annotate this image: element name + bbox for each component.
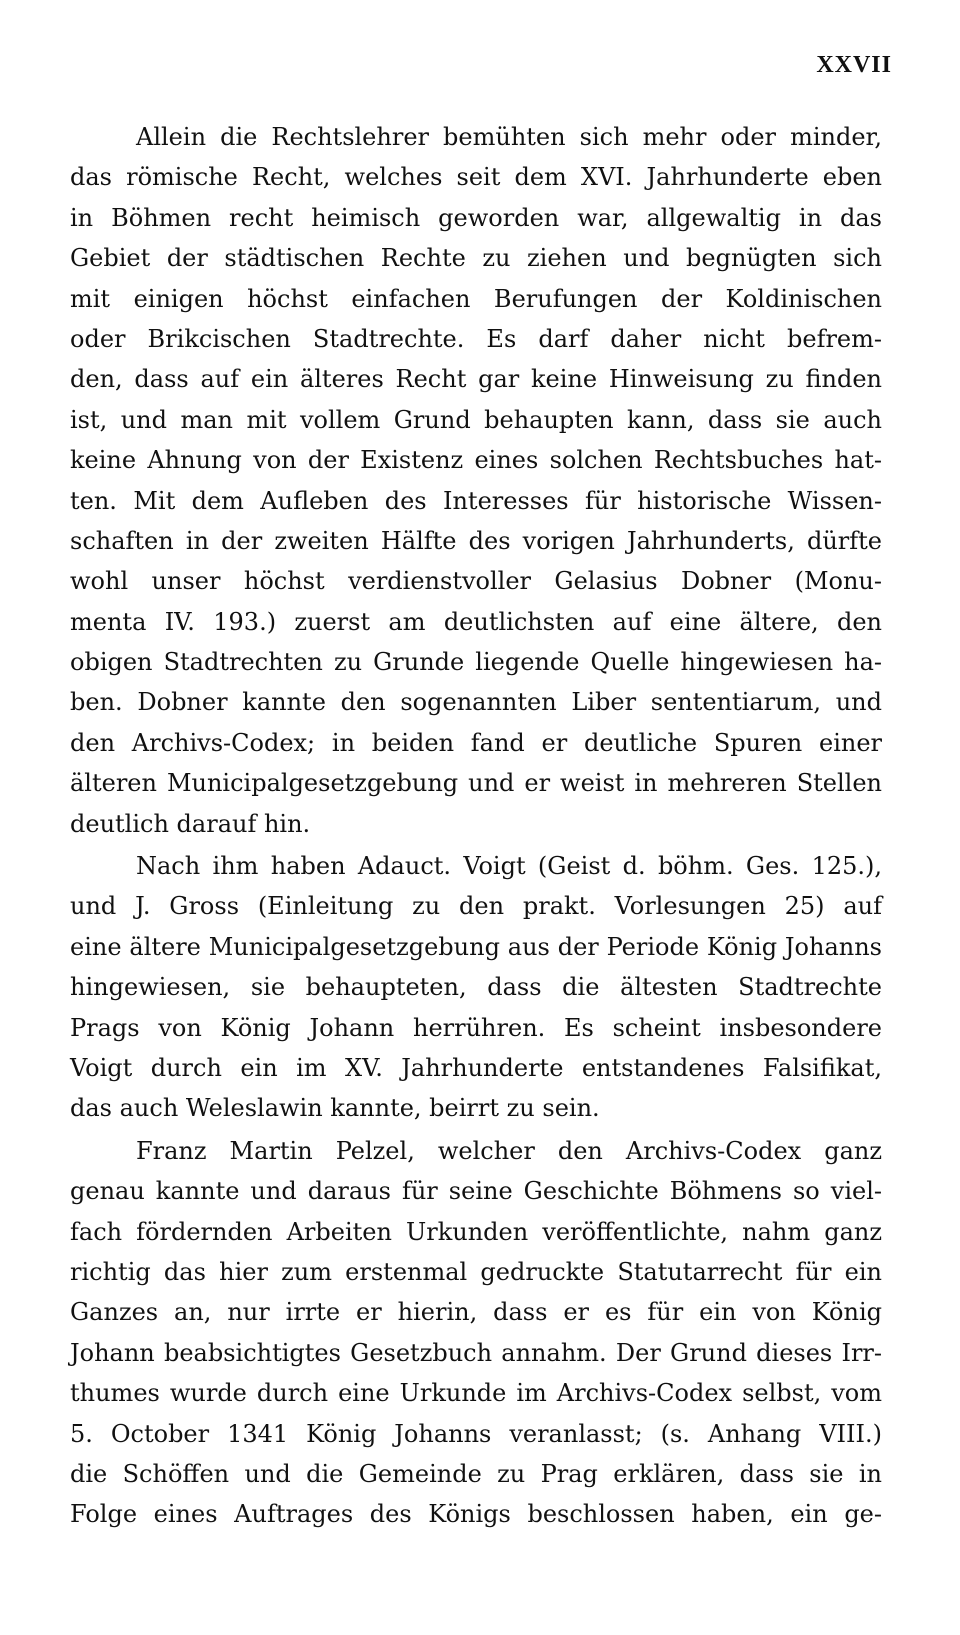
text-line: Allein die Rechtslehrer bemühten sich mehr oder minder, — [136, 123, 882, 151]
text-line: keine Ahnung von der Existenz eines solchen Rechtsbuches hat- — [70, 446, 882, 475]
text-line: hingewiesen, sie behaupteten, dass die ältesten Stadtrechte — [70, 973, 882, 1002]
text-line: menta IV. 193.) zuerst am deutlichsten auf eine ältere, den — [70, 607, 882, 636]
text-line: ten. Mit dem Aufleben des Interesses für historische Wissen- — [70, 486, 882, 515]
text-line: 5. October 1341 König Johanns veranlasst; (s. Anhang VIII.) — [70, 1419, 882, 1448]
text-line: Franz Martin Pelzel, welcher den Archivs-Codex ganz — [136, 1136, 882, 1165]
text-line: deutlich darauf hin. — [70, 809, 311, 838]
paragraph-3 — [70, 1131, 882, 1535]
text-line: Voigt durch ein im XV. Jahrhunderte entstandenes Falsifikat, — [70, 1053, 882, 1082]
text-line: Nach ihm haben Adauct. Voigt (Geist d. böhm. Ges. 125.), — [136, 852, 882, 881]
text-line: ben. Dobner kannte den sogenannten Liber sententiarum, und — [70, 688, 882, 717]
text-line: genau kannte und daraus für seine Geschichte Böhmens so viel- — [70, 1177, 882, 1206]
text-line: in Böhmen recht heimisch geworden war, allgewaltig in das — [70, 203, 882, 232]
text-line: mit einigen höchst einfachen Berufungen der Koldinischen — [70, 284, 882, 313]
text-line: Prags von König Johann herrühren. Es scheint insbesondere — [70, 1013, 882, 1042]
body-text — [70, 117, 882, 1535]
paragraph-2 — [70, 846, 882, 1129]
text-line: Ganzes an, nur irrte er hierin, dass er es für ein von König — [70, 1298, 882, 1327]
text-line: oder Brikcischen Stadtrechte. Es darf daher nicht befrem- — [70, 324, 882, 353]
text-line: den Archivs-Codex; in beiden fand er deutliche Spuren einer — [70, 728, 882, 757]
page-number: XXVII — [816, 52, 892, 78]
text-line: wohl unser höchst verdienstvoller Gelasius Dobner (Monu- — [70, 567, 882, 596]
text-line: älteren Municipalgesetzgebung und er weist in mehreren Stellen — [70, 769, 882, 798]
text-line: das auch Weleslawin kannte, beirrt zu sein. — [70, 1094, 600, 1123]
text-line: Folge eines Auftrages des Königs beschlossen haben, ein ge- — [70, 1500, 882, 1529]
text-line: den, dass auf ein älteres Recht gar keine Hinweisung zu finden — [70, 365, 882, 394]
text-line: thumes wurde durch eine Urkunde im Archivs-Codex selbst, vom — [70, 1379, 882, 1408]
text-line: ist, und man mit vollem Grund behaupten kann, dass sie auch — [70, 405, 882, 434]
text-line: das römische Recht, welches seit dem XVI. Jahrhunderte eben — [70, 163, 882, 192]
text-line: und J. Gross (Einleitung zu den prakt. Vorlesungen 25) auf — [70, 892, 882, 921]
text-line: schaften in der zweiten Hälfte des vorigen Jahrhunderts, dürfte — [70, 526, 882, 555]
text-line: die Schöffen und die Gemeinde zu Prag erklären, dass sie in — [70, 1459, 882, 1488]
text-line: Gebiet der städtischen Rechte zu ziehen und begnügten sich — [70, 244, 882, 273]
paragraph-1 — [70, 117, 882, 844]
text-line: obigen Stadtrechten zu Grunde liegende Quelle hingewiesen ha- — [70, 648, 882, 677]
text-line: Johann beabsichtigtes Gesetzbuch annahm. Der Grund dieses Irr- — [70, 1338, 882, 1367]
text-line: eine ältere Municipalgesetzgebung aus der Periode König Johanns — [70, 932, 882, 961]
text-line: richtig das hier zum erstenmal gedruckte Statutarrecht für ein — [70, 1257, 882, 1286]
text-line: fach fördernden Arbeiten Urkunden veröffentlichte, nahm ganz — [70, 1217, 882, 1246]
